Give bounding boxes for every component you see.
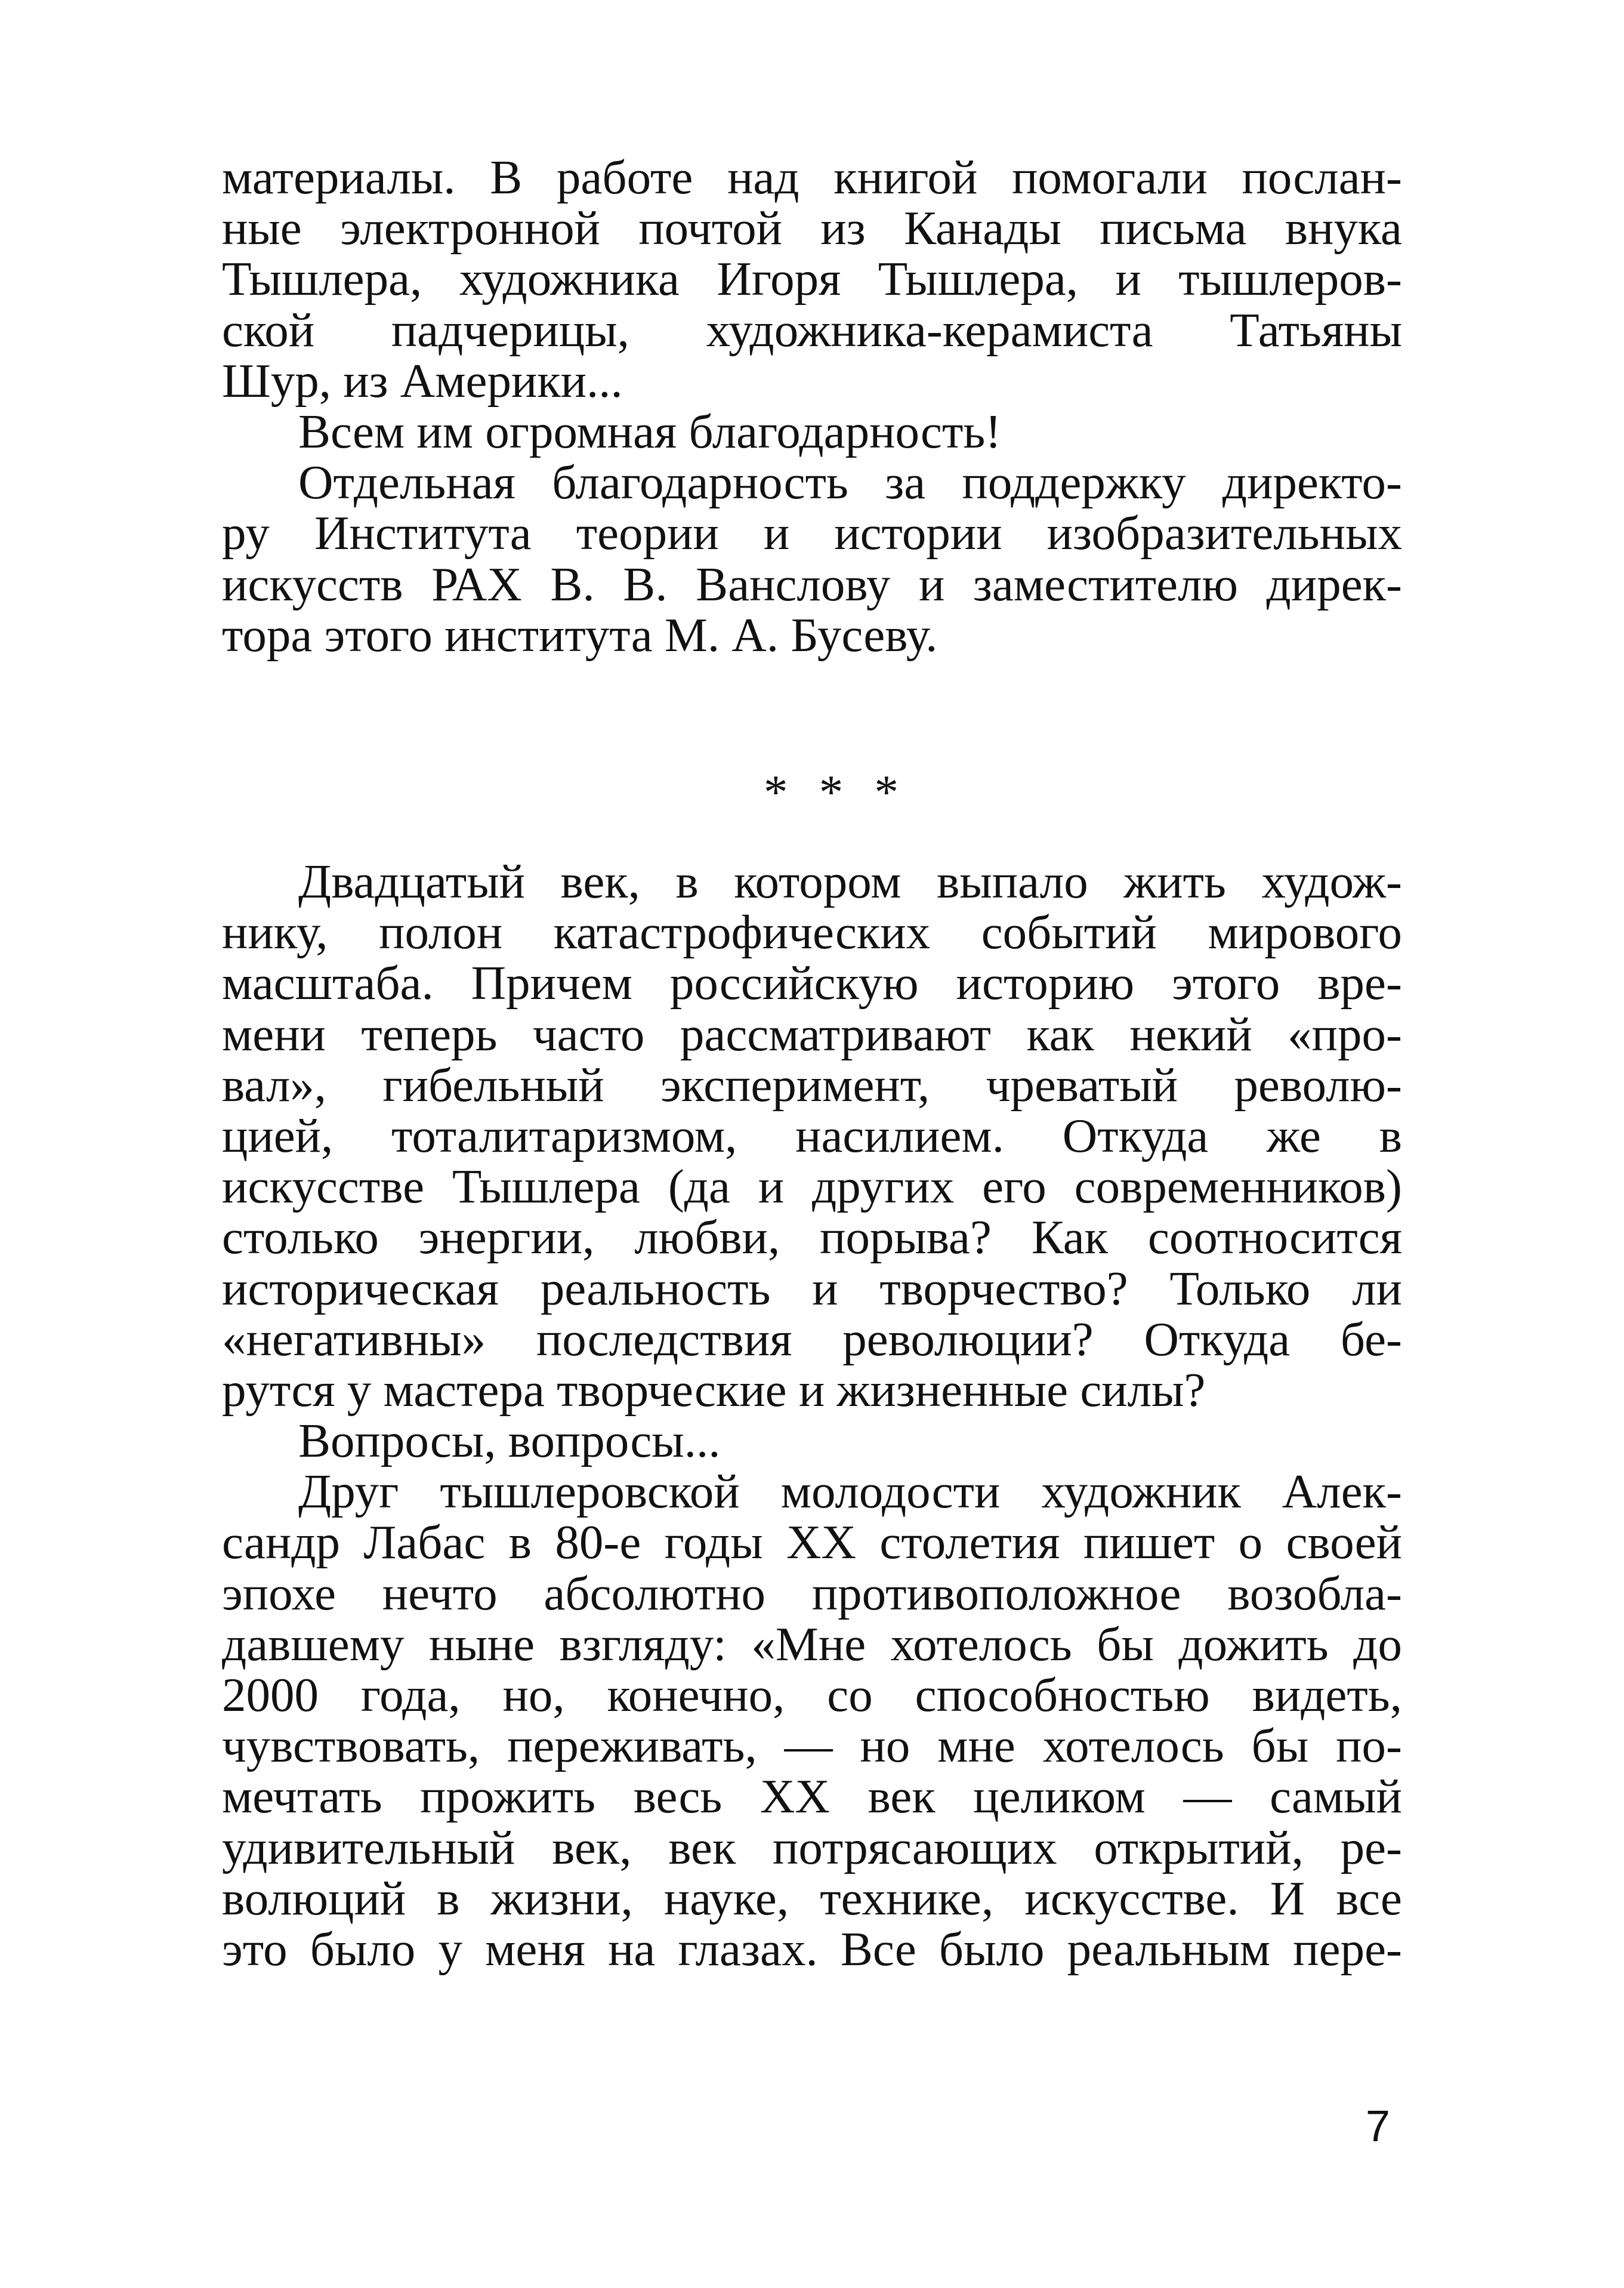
text-line: искусств РАХ В. В. Ванслову и заместителю дирек- — [222, 557, 1402, 611]
text-line: искусстве Тышлера (да и других его современников) — [222, 1160, 1402, 1214]
text-line: 2000 года, но, конечно, со способностью видеть, — [222, 1668, 1402, 1722]
text-line: ской падчерицы, художника-керамиста Татьяны — [222, 303, 1402, 357]
text-line: Отдельная благодарность за поддержку директо- — [298, 455, 1402, 510]
text-line: Тышлера, художника Игоря Тышлера, и тышлеров- — [222, 252, 1402, 306]
text-line: эпохе нечто абсолютно противоположное возобла- — [222, 1566, 1402, 1620]
text-line: Шур, из Америки... — [222, 353, 623, 408]
text-line: материалы. В работе над книгой помогали послан- — [222, 150, 1402, 204]
text-line: масштаба. Причем российскую историю этого вре- — [222, 956, 1402, 1010]
text-line: волюций в жизни, науке, технике, искусстве. И все — [222, 1871, 1402, 1925]
text-line: вал», гибельный эксперимент, чреватый револю- — [222, 1057, 1402, 1112]
text-line: историческая реальность и творчество? Только ли — [222, 1261, 1402, 1315]
text-line: давшему ныне взгляду: «Мне хотелось бы дожить до — [222, 1617, 1402, 1671]
text-line: Друг тышлеровской молодости художник Алек- — [298, 1464, 1402, 1519]
text-line: чувствовать, переживать, — но мне хотелось бы по- — [222, 1719, 1402, 1773]
text-line: удивительный век, век потрясающих открытий, ре- — [222, 1820, 1402, 1874]
text-line: столько энергии, любви, порыва? Как соотносится — [222, 1210, 1402, 1265]
text-line: Двадцатый век, в котором выпало жить худож- — [298, 855, 1402, 908]
text-block-acknowledgements — [222, 152, 1402, 661]
text-line: «негативны» последствия революции? Откуда бе- — [222, 1312, 1402, 1366]
text-line: ные электронной почтой из Канады письма внука — [222, 201, 1402, 255]
text-block-main — [222, 856, 1402, 1975]
text-line: тора этого института М. А. Бусеву. — [222, 608, 938, 662]
text-line: мени теперь часто рассматривают как некий «про- — [222, 1007, 1402, 1061]
text-line: нику, полон катастрофических событий мирового — [222, 905, 1402, 960]
text-line: Вопросы, вопросы... — [298, 1414, 721, 1468]
text-line: Всем им огромная благодарность! — [298, 404, 1002, 458]
text-line: это было у меня на глазах. Все было реальным пере- — [222, 1922, 1402, 1976]
book-page — [222, 150, 1402, 1976]
text-line: цией, тоталитаризмом, насилием. Откуда же в — [222, 1108, 1402, 1162]
page-number: 7 — [1365, 2101, 1390, 2151]
section-separator: * * * — [764, 765, 908, 819]
text-line: мечтать прожить весь XX век целиком — самый — [222, 1769, 1402, 1824]
text-line: сандр Лабас в 80-е годы XX столетия пишет о своей — [222, 1515, 1402, 1569]
text-line: ру Института теории и истории изобразительных — [222, 506, 1402, 560]
text-line: рутся у мастера творческие и жизненные силы? — [222, 1362, 1206, 1417]
